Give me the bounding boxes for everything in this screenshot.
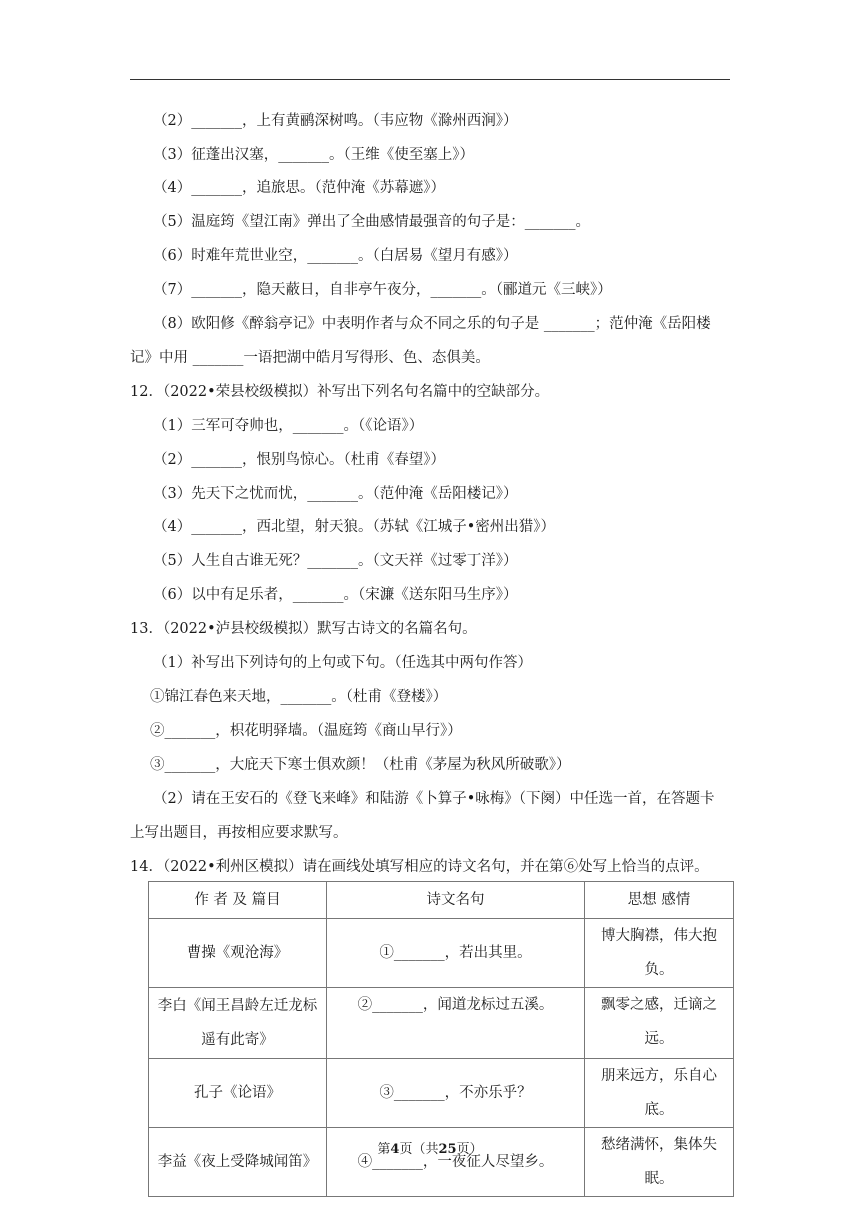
footer-mid: 页（共	[399, 1142, 439, 1157]
q13-sub-3: ③_______，大庇天下寒士俱欢颜！（杜甫《茅屋为秋风所破歌》）	[150, 757, 571, 773]
cell-author: 李白《闻王昌龄左迁龙标遥有此寄》	[149, 988, 327, 1059]
q12-item-2: （2）_______，恨别鸟惊心。（杜甫《春望》）	[153, 452, 445, 468]
cell-lines: ①_______，若出其里。	[327, 919, 585, 988]
cell-lines: ③_______，不亦乐乎？	[327, 1059, 585, 1128]
table-row	[149, 988, 734, 1059]
cell-feeling: 愁绪满怀，集体失眠。	[585, 1128, 734, 1197]
q12-stem: 12．（2022•荣县校级模拟）补写出下列名句名篇中的空缺部分。	[130, 384, 550, 400]
cell-author: 曹操《观沧海》	[149, 919, 327, 988]
header-lines: 诗文名句	[327, 882, 585, 919]
q11-item-8-cont: 记》中用 _______一语把湖中皓月写得形、色、态俱美。	[130, 350, 490, 366]
q12-item-5: （5）人生自古谁无死？_______。（文天祥《过零丁洋》）	[153, 553, 518, 569]
cell-author: 孔子《论语》	[149, 1059, 327, 1128]
q11-item-5: （5）温庭筠《望江南》弹出了全曲感情最强音的句子是：_______。	[153, 214, 590, 230]
q13-part-2: （2）请在王安石的《登飞来峰》和陆游《卜算子•咏梅》（下阕）中任选一首，在答题卡	[153, 791, 715, 807]
q13-part-1: （1）补写出下列诗句的上句或下句。（任选其中两句作答）	[153, 655, 532, 671]
cell-feeling: 飘零之感，迁谪之远。	[585, 988, 734, 1059]
cell-lines: ④_______，一夜征人尽望乡。	[327, 1128, 585, 1197]
cell-lines: ②_______，闻道龙标过五溪。	[327, 988, 585, 1059]
footer-page-number: 4	[390, 1142, 400, 1157]
q12-item-6: （6）以中有足乐者，_______。（宋濂《送东阳马生序》）	[153, 587, 518, 603]
q12-item-3: （3）先天下之忧而忧，_______。（范仲淹《岳阳楼记》）	[153, 486, 518, 502]
q12-item-4: （4）_______，西北望，射天狼。（苏轼《江城子•密州出猎》）	[153, 519, 556, 535]
q14-stem: 14．（2022•利州区模拟）请在画线处填写相应的诗文名句，并在第⑥处写上恰当的点评。	[130, 859, 709, 875]
q11-item-4: （4）_______，追旅思。（范仲淹《苏幕遮》）	[153, 180, 445, 196]
footer-prefix: 第	[377, 1142, 391, 1157]
q11-item-2: （2）_______，上有黄鹂深树鸣。（韦应物《滁州西涧》）	[153, 113, 518, 129]
q13-part-2-cont: 上写出题目，再按相应要求默写。	[130, 825, 348, 841]
q11-item-7: （7）_______，隐天蔽日，自非亭午夜分，_______。（郦道元《三峡》）	[153, 282, 612, 298]
q13-stem: 13．（2022•泸县校级模拟）默写古诗文的名篇名句。	[130, 621, 477, 637]
q13-sub-1: ①锦江春色来天地，_______。（杜甫《登楼》）	[150, 689, 448, 705]
footer-page-total: 25	[438, 1142, 457, 1157]
header-feeling: 思想 感情	[585, 882, 734, 919]
q11-item-6: （6）时难年荒世业空，_______。（白居易《望月有感》）	[153, 248, 518, 264]
header-rule	[130, 79, 730, 80]
table-row	[149, 1059, 734, 1128]
header-author: 作 者 及 篇目	[149, 882, 327, 919]
table-row	[149, 919, 734, 988]
q11-item-3: （3）征蓬出汉塞，_______。（王维《使至塞上》）	[153, 147, 474, 163]
q11-item-8: （8）欧阳修《醉翁亭记》中表明作者与众不同之乐的句子是 _______；范仲淹《岳阳楼	[153, 316, 711, 332]
table-header-row	[149, 882, 734, 919]
q13-sub-2: ②_______，枳花明驿墙。（温庭筠《商山早行》）	[150, 723, 462, 739]
q12-item-1: （1）三军可夺帅也，_______。（《论语》）	[153, 418, 424, 434]
cell-feeling: 博大胸襟，伟大抱负。	[585, 919, 734, 988]
cell-feeling: 朋来远方，乐自心底。	[585, 1059, 734, 1128]
cell-author: 李益《夜上受降城闻笛》	[149, 1128, 327, 1197]
footer-suffix: 页）	[456, 1142, 483, 1157]
page-footer	[0, 1138, 860, 1157]
